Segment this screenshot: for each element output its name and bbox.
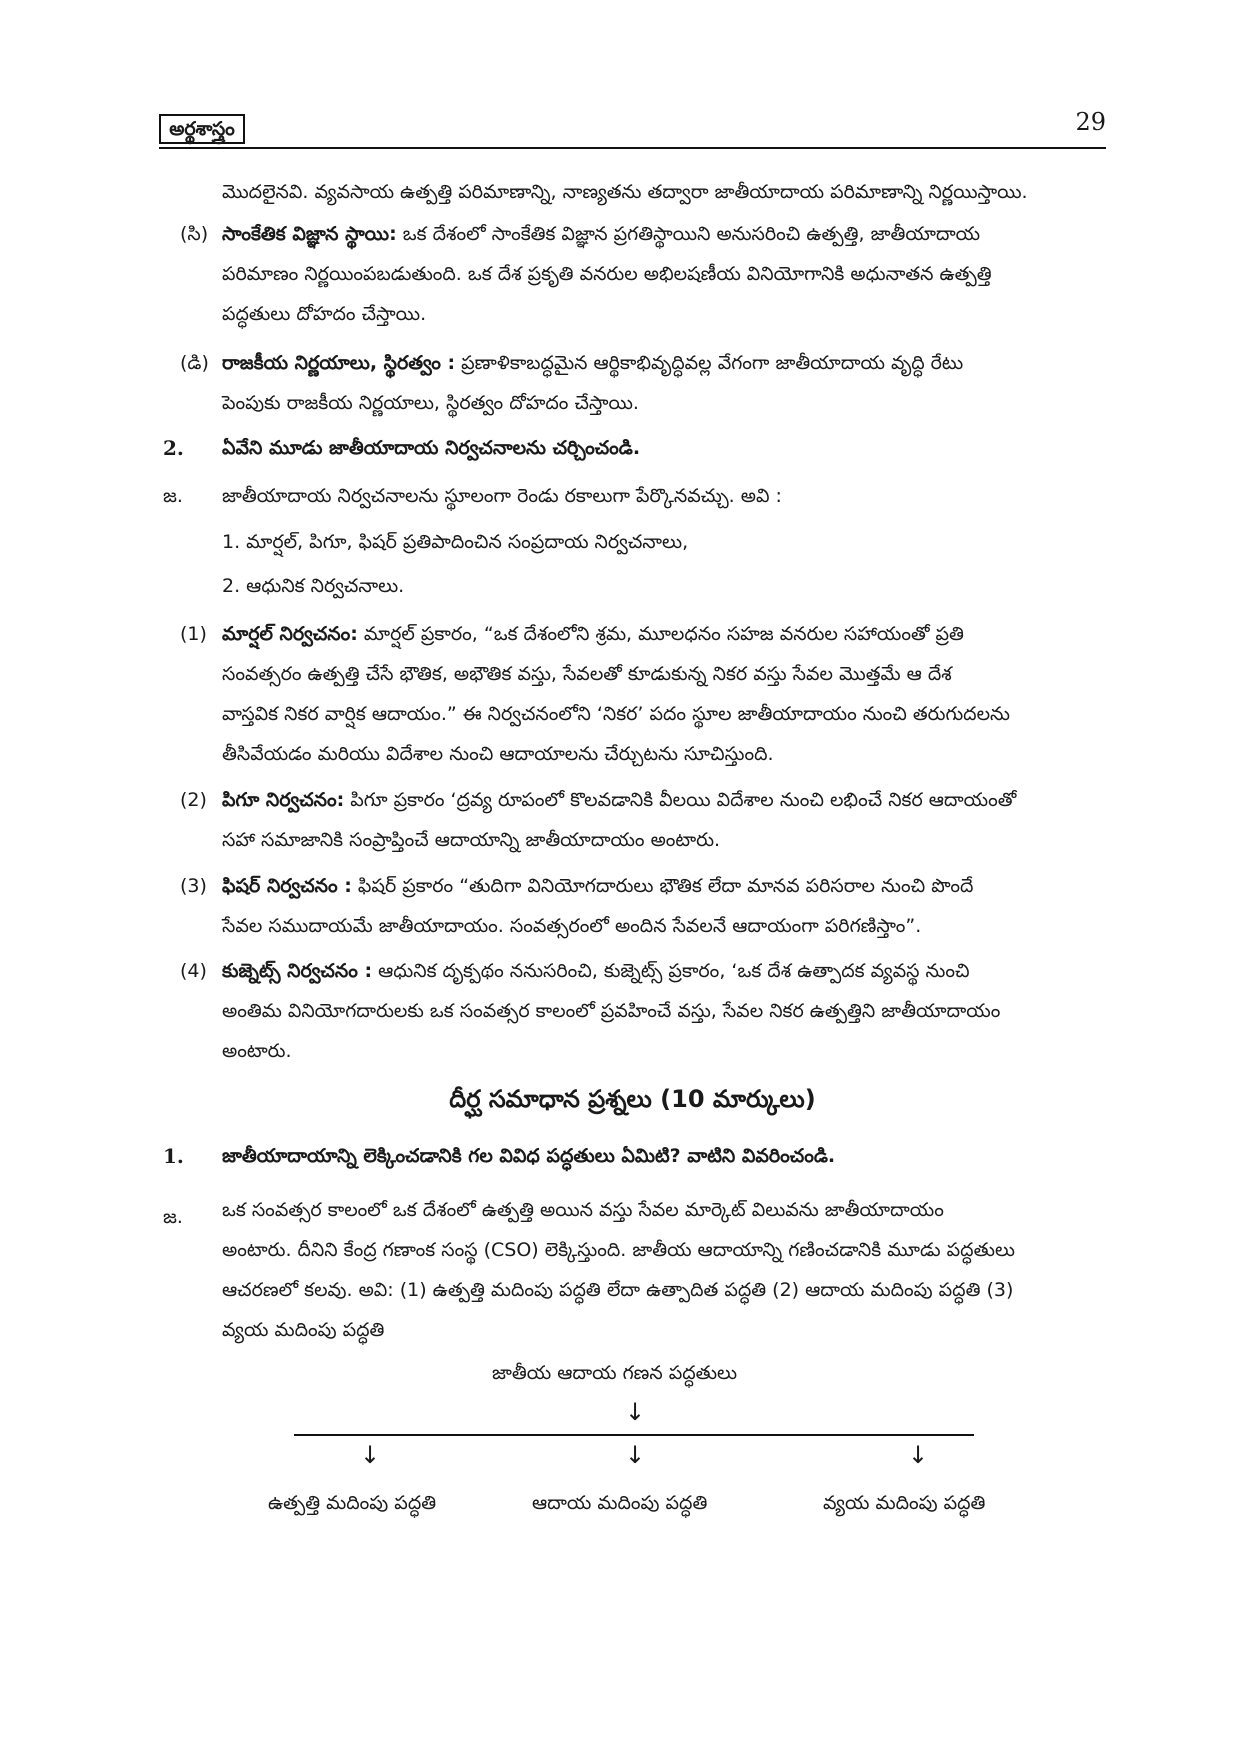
diagram-root-arrow: ↓	[625, 1398, 646, 1426]
long-answer-section-heading: దీర్ఘ సమాధాన ప్రశ్నలు (10 మార్కులు)	[449, 1085, 816, 1113]
running-header-title: అర్థశాస్త్రం	[159, 114, 245, 144]
question-2-answer-marker: జ.	[163, 485, 183, 507]
diagram-root-label: జాతీయ ఆదాయ గణన పద్ధతులు	[492, 1362, 738, 1384]
definition-3-marker: (3)	[180, 875, 207, 897]
factor-c-paragraph: సాంకేతిక విజ్ఞాన స్థాయి: ఒక దేశంలో సాంకేతిక విజ్ఞాన ప్రగతిస్థాయిని అనుసరించి ఉత్పత్తి, జాతీయాదాయ పరిమాణం నిర్ణయింపబడుతుంది. ఒక దేశ ప్రకృతి వనరుల అభిలషణీయ వినియోగానికి అధునాతన ఉత్పత్తి పద్ధతులు దోహదం చేస్తాయి.	[222, 223, 992, 325]
definition-1-marker: (1)	[180, 623, 207, 645]
definition-type-2: 2. ఆధునిక నిర్వచనాలు.	[222, 575, 405, 597]
long-question-1-text: జాతీయాదాయాన్ని లెక్కించడానికి గల వివిధ పద్ధతులు ఏమిటి? వాటిని వివరించండి.	[222, 1145, 836, 1167]
definition-3-paragraph: ఫిషర్ నిర్వచనం : ఫిషర్ ప్రకారం “తుదిగా వినియోగదారులు భౌతిక లేదా మానవ పరిసరాల నుంచి పొందే సేవల సముదాయమే జాతీయాదాయం. సంవత్సరంలో అందిన సేవలనే ఆదాయంగా పరిగణిస్తాం”.	[222, 875, 974, 937]
definition-1-heading: మార్షల్ నిర్వచనం:	[222, 623, 358, 645]
diagram-branch-production-method: ఉత్పత్తి మదింపు పద్ధతి	[268, 1492, 437, 1514]
definition-3-heading: ఫిషర్ నిర్వచనం :	[222, 875, 352, 897]
diagram-branch-arrow-1: ↓	[360, 1441, 381, 1469]
question-2-answer-intro: జాతీయాదాయ నిర్వచనాలను స్థూలంగా రెండు రకాలుగా పేర్కొనవచ్చు. అవి :	[222, 485, 782, 507]
long-question-1-number: 1.	[163, 1144, 184, 1168]
factor-c-heading: సాంకేతిక విజ్ఞాన స్థాయి:	[222, 223, 397, 245]
intro-line: మొదలైనవి. వ్యవసాయ ఉత్పత్తి పరిమాణాన్ని, నాణ్యతను తద్వారా జాతీయాదాయ పరిమాణాన్ని నిర్ణయిస్తాయి.	[222, 181, 1028, 203]
diagram-branch-expenditure-method: వ్యయ మదింపు పద్ధతి	[823, 1492, 986, 1514]
diagram-branch-income-method: ఆదాయ మదింపు పద్ధతి	[532, 1492, 708, 1514]
factor-c-marker: (సి)	[180, 223, 209, 245]
long-question-1-answer: ఒక సంవత్సర కాలంలో ఒక దేశంలో ఉత్పత్తి అయిన వస్తు సేవల మార్కెట్ విలువను జాతీయాదాయం అంటారు. దీనిని కేంద్ర గణాంక సంస్థ (CSO) లెక్కిస్తుంది. జాతీయ ఆదాయాన్ని గణించడానికి మూడు పద్ధతులు ఆచరణలో కలవు. అవి: (1) ఉత్పత్తి మదింపు పద్ధతి లేదా ఉత్పాదిత పద్ధతి (2) ఆదాయ మదింపు పద్ధతి (3) వ్యయ మదింపు పద్ధతి	[222, 1199, 1015, 1341]
diagram-branch-rule	[294, 1434, 974, 1436]
definition-1-paragraph: మార్షల్ నిర్వచనం: మార్షల్ ప్రకారం, “ఒక దేశంలోని శ్రమ, మూలధనం సహజ వనరుల సహాయంతో ప్రతి సంవత్సరం ఉత్పత్తి చేసే భౌతిక, అభౌతిక వస్తు, సేవలతో కూడుకున్న నికర వస్తు సేవల మొత్తమే ఆ దేశ వాస్తవిక నికర వార్షిక ఆదాయం.” ఈ నిర్వచనంలోని ‘నికర’ పదం స్థూల జాతీయాదాయం నుంచి తరుగుదలను తీసివేయడం మరియు విదేశాల నుంచి ఆదాయాలను చేర్చుటను సూచిస్తుంది.	[222, 623, 1010, 765]
header-rule	[159, 147, 1106, 149]
question-2-number: 2.	[163, 436, 184, 460]
factor-d-heading: రాజకీయ నిర్ణయాలు, స్థిరత్వం :	[222, 352, 456, 374]
long-question-1-answer-marker: జ.	[163, 1206, 183, 1228]
definition-2-paragraph: పిగూ నిర్వచనం: పిగూ ప్రకారం ‘ద్రవ్య రూపంలో కొలవడానికి వీలయి విదేశాల నుంచి లభించే నికర ఆదాయంతో సహా సమాజానికి సంప్రాప్తించే ఆదాయాన్ని జాతీయాదాయం అంటారు.	[222, 789, 1017, 851]
definition-type-1: 1. మార్షల్, పిగూ, ఫిషర్ ప్రతిపాదించిన సంప్రదాయ నిర్వచనాలు,	[222, 531, 689, 553]
factor-d-marker: (డి)	[180, 352, 209, 374]
page-number: 29	[1075, 108, 1106, 136]
definition-4-paragraph: కుజ్నెట్స్ నిర్వచనం : ఆధునిక దృక్పథం ననుసరించి, కుజ్నెట్స్ ప్రకారం, ‘ఒక దేశ ఉత్పాదక వ్యవస్థ నుంచి అంతిమ వినియోగదారులకు ఒక సంవత్సర కాలంలో ప్రవహించే వస్తు, సేవల నికర ఉత్పత్తిని జాతీయాదాయం అంటారు.	[222, 960, 1001, 1062]
question-2-text: ఏవేని మూడు జాతీయాదాయ నిర్వచనాలను చర్చించండి.	[222, 437, 641, 459]
factor-d-paragraph: రాజకీయ నిర్ణయాలు, స్థిరత్వం : ప్రణాళికాబద్ధమైన ఆర్థికాభివృద్ధివల్ల వేగంగా జాతీయాదాయ వృద్ధి రేటు పెంపుకు రాజకీయ నిర్ణయాలు, స్థిరత్వం దోహదం చేస్తాయి.	[222, 352, 964, 414]
definition-2-heading: పిగూ నిర్వచనం:	[222, 789, 345, 811]
definition-4-marker: (4)	[180, 960, 207, 982]
definition-2-marker: (2)	[180, 789, 207, 811]
diagram-branch-arrow-3: ↓	[908, 1441, 929, 1469]
diagram-branch-arrow-2: ↓	[625, 1441, 646, 1469]
definition-4-heading: కుజ్నెట్స్ నిర్వచనం :	[222, 960, 373, 982]
